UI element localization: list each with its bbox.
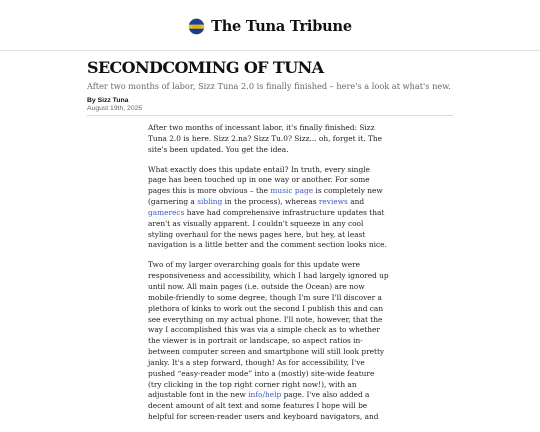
text-line: the viewer is in portrait or landscape, so aspect ratios in- — [148, 336, 363, 346]
text-line: What exactly does this update entail? In truth, every single — [148, 164, 370, 174]
text-line: Two of my larger overarching goals for this update were — [148, 260, 361, 270]
text-line: pushed “easy-reader mode” into a (mostly) site-wide feature — [148, 368, 375, 378]
article-date: August 19th, 2025 — [87, 105, 143, 112]
text-fragment: page. I've also added a — [281, 390, 370, 400]
text-line: Tuna 2.0 is here. Sizz 2.na? Sizz Tu.0? Sizz... oh, forget it. The — [148, 133, 383, 143]
paragraph-intro — [148, 123, 398, 156]
text-line: site's been updated. You get the idea. — [148, 144, 289, 154]
text-fragment: and — [347, 197, 365, 207]
article-body — [148, 123, 398, 432]
text-line: page has been touched up in one way or another. For some — [148, 175, 370, 185]
text-line: until now. All main pages (i.e. outside the Ocean) are now — [148, 281, 365, 291]
text-line: see everything on my actual phone. I'll note, however, that the — [148, 314, 383, 324]
reviews-link[interactable]: reviews — [318, 197, 348, 207]
text-line: adjustable font in the new — [148, 390, 249, 400]
text-fragment: is completely new — [313, 186, 383, 196]
text-line: between computer screen and smartphone will still look pretty — [148, 347, 385, 357]
brand[interactable] — [0, 15, 540, 37]
sibling-link[interactable]: sibling — [197, 197, 223, 207]
gamerecs-link[interactable]: gamerecs — [148, 207, 185, 217]
music-page-link[interactable]: music page — [270, 186, 314, 196]
text-line: styling overhaul for the news pages here, but hey, at least — [148, 229, 366, 239]
text-line: (garnering a — [148, 197, 198, 207]
info-help-link[interactable]: info/help — [248, 390, 282, 400]
paragraph-goals — [148, 260, 398, 423]
text-line: decent amount of alt text and some features I hope will be — [148, 401, 368, 411]
text-fragment: in the process), whereas — [222, 197, 319, 207]
text-fragment: have had comprehensive infrastructure updates that — [184, 207, 385, 217]
text-line: responsiveness and accessibility, which I had largely ignored up — [148, 271, 389, 281]
text-line: way I accomplished this was via a simple check as to whether — [148, 325, 380, 335]
text-line: navigation is a little better and the comment section looks nice. — [148, 240, 387, 250]
header-divider — [87, 115, 453, 116]
text-line: mobile-friendly to some degree, though I'm sure I'll discover a — [148, 292, 382, 302]
paragraph-update-details — [148, 165, 398, 252]
article-subtitle: After two months of labor, Sizz Tuna 2.0 is finally finished – here's a look at what's new. — [87, 81, 451, 91]
article-title: SECONDCOMING OF TUNA — [87, 58, 324, 77]
text-line: janky. It's a step forward, though! As for accessibility, I've — [148, 357, 365, 367]
masthead — [0, 0, 540, 51]
text-line: aren't as visually apparent. I couldn't squeeze in any cool — [148, 218, 364, 228]
tuna-sunset-logo-icon — [188, 18, 205, 35]
article-header — [87, 58, 453, 113]
text-line: After two months of incessant labor, it's finally finished: Sizz — [148, 123, 375, 132]
site-name: The Tuna Tribune — [211, 17, 352, 35]
article-byline: By Sizz Tuna — [87, 97, 129, 104]
text-line: pages this is more obvious – the — [148, 186, 271, 196]
text-line: plethora of kinks to work out the second I publish this and can — [148, 303, 384, 313]
text-line: helpful for screen-reader users and keyboard navigators, and — [148, 412, 379, 422]
text-line: (try clicking in the top right corner right now!), with an — [148, 379, 357, 389]
